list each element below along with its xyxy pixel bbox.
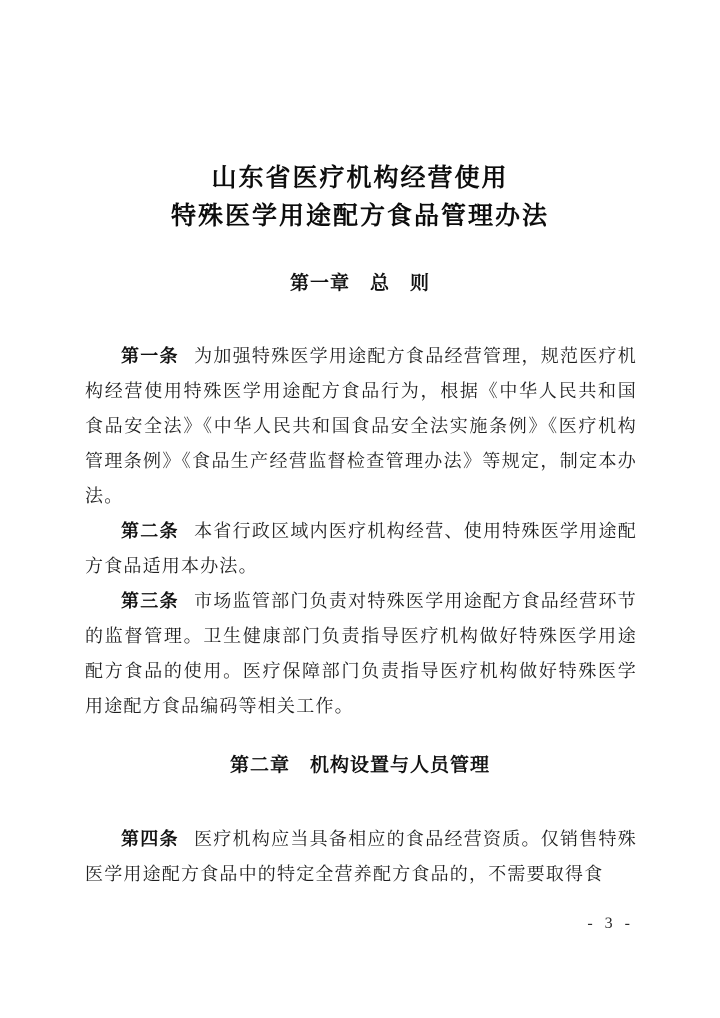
chapter-2-heading: 第二章 机构设置与人员管理 xyxy=(229,755,490,776)
page-number: - 3 - xyxy=(587,915,634,932)
document-title-line-2: 特殊医学用途配方食品管理办法 xyxy=(170,203,549,230)
article-1-text: 为加强特殊医学用途配方食品经营管理，规范医疗机构经营使用特殊医学用途配方食品行为，根据《中华人民共和国食品安全法》《中华人民共和国食品安全法实施条例》《医疗机构管理条例》《食品生产经营监督检查管理办法》等规定，制定本办法。 xyxy=(85,346,637,506)
article-paragraph xyxy=(85,514,637,584)
chapter-2-body xyxy=(85,822,637,892)
article-3-text: 市场监管部门负责对特殊医学用途配方食品经营环节的监督管理。卫生健康部门负责指导医疗机构做好特殊医学用途配方食品的使用。医疗保障部门负责指导医疗机构做好特殊医学用途配方食品编码等相关工作。 xyxy=(85,591,637,716)
document-title-line-1: 山东省医疗机构经营使用 xyxy=(211,165,509,192)
article-paragraph xyxy=(85,822,637,892)
article-4-text: 医疗机构应当具备相应的食品经营资质。仅销售特殊医学用途配方食品中的特定全营养配方食品的，不需要取得食 xyxy=(85,829,637,884)
article-2-text: 本省行政区域内医疗机构经营、使用特殊医学用途配方食品适用本办法。 xyxy=(85,521,637,576)
article-1-label: 第一条 xyxy=(121,346,179,366)
chapter-1-body xyxy=(85,339,637,724)
chapter-1-heading: 第一章 总 则 xyxy=(289,273,430,294)
article-4-label: 第四条 xyxy=(121,829,179,849)
document-title xyxy=(0,160,720,236)
article-paragraph xyxy=(85,339,637,514)
article-2-label: 第二条 xyxy=(121,521,179,541)
article-3-label: 第三条 xyxy=(121,591,179,611)
article-paragraph xyxy=(85,584,637,724)
